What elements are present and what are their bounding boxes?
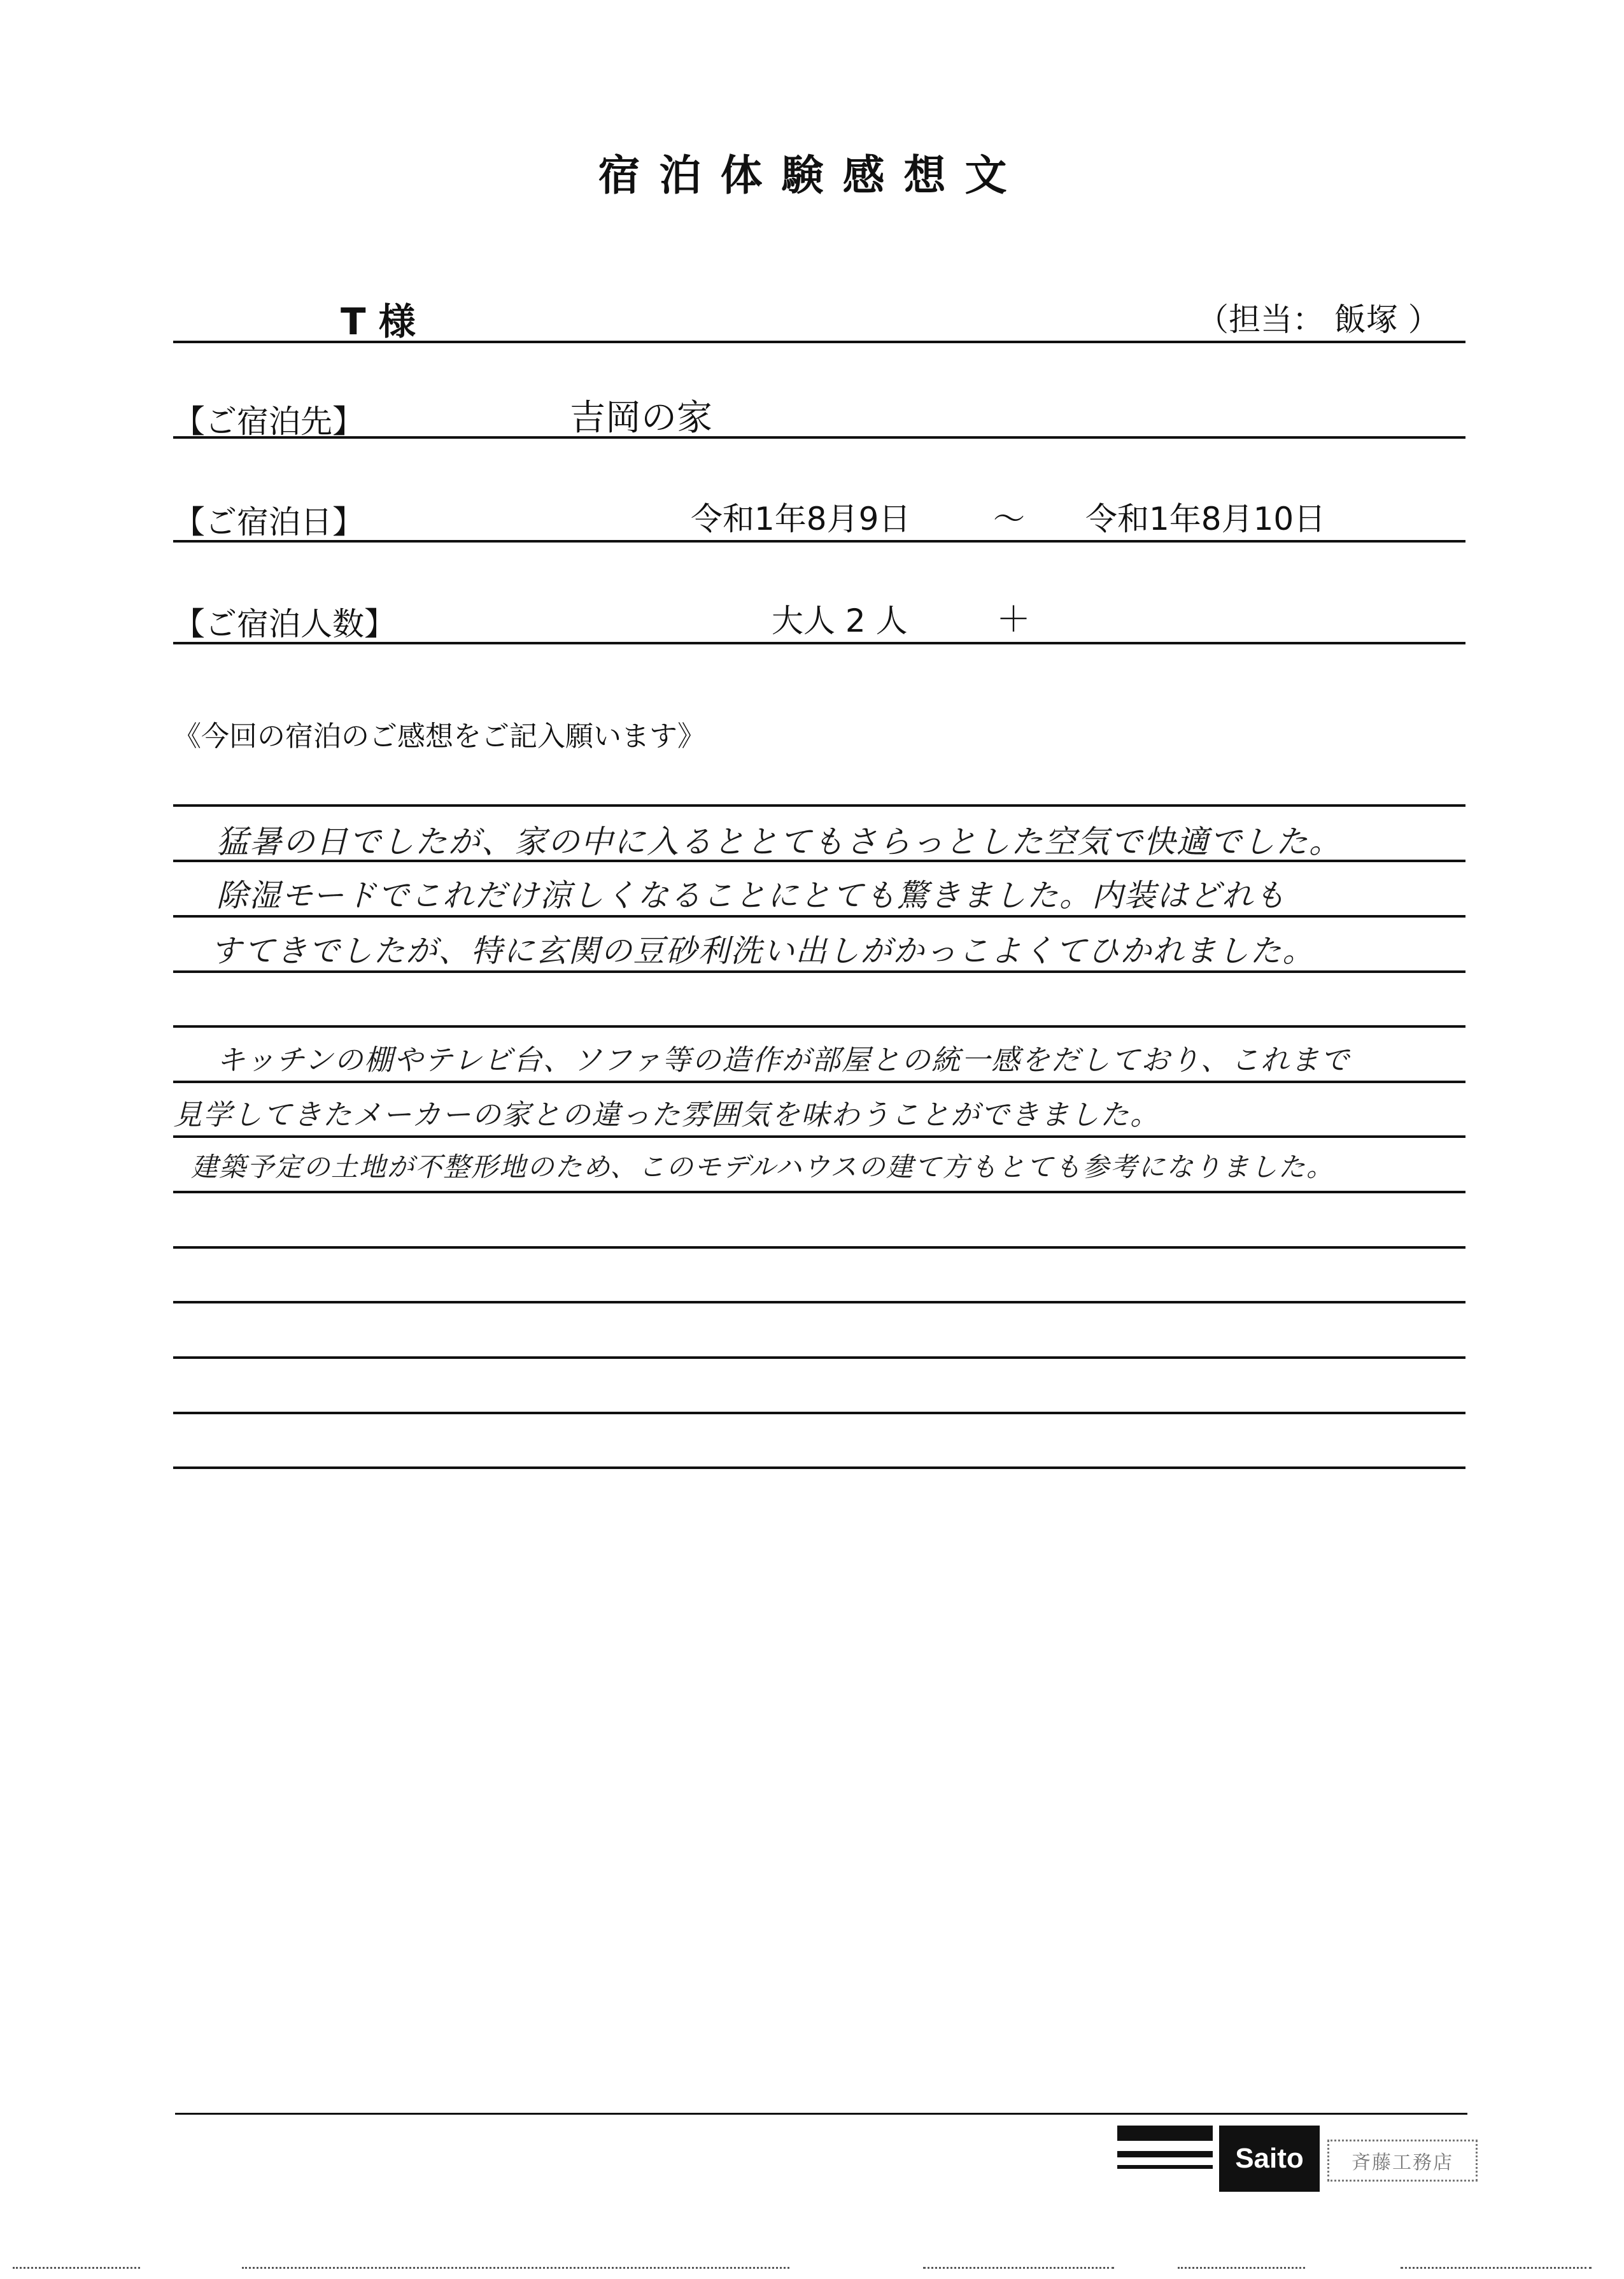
comment-line <box>173 1081 1465 1083</box>
comment-line <box>173 1135 1465 1138</box>
destination-rule <box>173 436 1465 439</box>
handwritten-line: キッチンの棚やテレビ台、ソファ等の造作が部屋との統一感をだしており、これまで <box>216 1043 1351 1077</box>
handwritten-line: 建築予定の土地が不整形地のため、このモデルハウスの建て方もとても参考になりました。 <box>191 1151 1335 1182</box>
customer-rule <box>173 341 1465 343</box>
customer-name: T 様 <box>341 300 416 343</box>
people-rule <box>173 642 1465 644</box>
scan-artifact <box>242 2267 789 2269</box>
comment-prompt: 《今回の宿泊のご感想をご記入願います》 <box>173 720 705 753</box>
scan-artifact <box>1401 2267 1592 2269</box>
comment-line <box>173 1356 1465 1359</box>
scan-artifact <box>13 2267 140 2269</box>
comment-line <box>173 1191 1465 1193</box>
company-logo <box>1117 2120 1474 2197</box>
date-separator: ～ <box>993 501 1025 537</box>
handwritten-line: 猛暑の日でしたが、家の中に入るととてもさらっとした空気で快適でした。 <box>216 823 1342 860</box>
scan-artifact <box>1178 2267 1305 2269</box>
comment-line <box>173 1466 1465 1469</box>
logo-wordmark: Saito <box>1219 2126 1320 2192</box>
date-from: 令和1年8月9日 <box>691 501 911 537</box>
people-label: 【ご宿泊人数】 <box>173 606 396 643</box>
staff-name: （担当： 飯塚 ） <box>1197 301 1440 338</box>
destination-label: 【ご宿泊先】 <box>173 403 364 440</box>
date-rule <box>173 540 1465 543</box>
logo-bars-icon <box>1117 2126 1213 2192</box>
handwritten-line: 除湿モードでこれだけ涼しくなることにとても驚きました。内装はどれも <box>216 877 1287 914</box>
handwritten-line: すてきでしたが、特に玄関の豆砂利洗い出しがかっこよくてひかれました。 <box>210 933 1315 969</box>
comment-line <box>173 1025 1465 1028</box>
destination-value: 吉岡の家 <box>570 397 712 439</box>
date-label: 【ご宿泊日】 <box>173 504 364 541</box>
scan-artifact <box>923 2267 1114 2269</box>
comment-line <box>173 1246 1465 1249</box>
comment-line <box>173 1412 1465 1414</box>
document-title: 宿泊体験感想文 <box>598 151 1026 200</box>
logo-subtext: 斉藤工務店 <box>1327 2140 1478 2182</box>
handwritten-line: 見学してきたメーカーの家との違った雰囲気を味わうことができました。 <box>173 1098 1161 1132</box>
comment-line <box>173 1301 1465 1303</box>
people-plus: ＋ <box>996 599 1031 639</box>
comment-line <box>173 804 1465 807</box>
footer-rule <box>175 2113 1467 2115</box>
people-value: 大人 2 人 <box>772 602 908 639</box>
date-to: 令和1年8月10日 <box>1085 501 1326 537</box>
